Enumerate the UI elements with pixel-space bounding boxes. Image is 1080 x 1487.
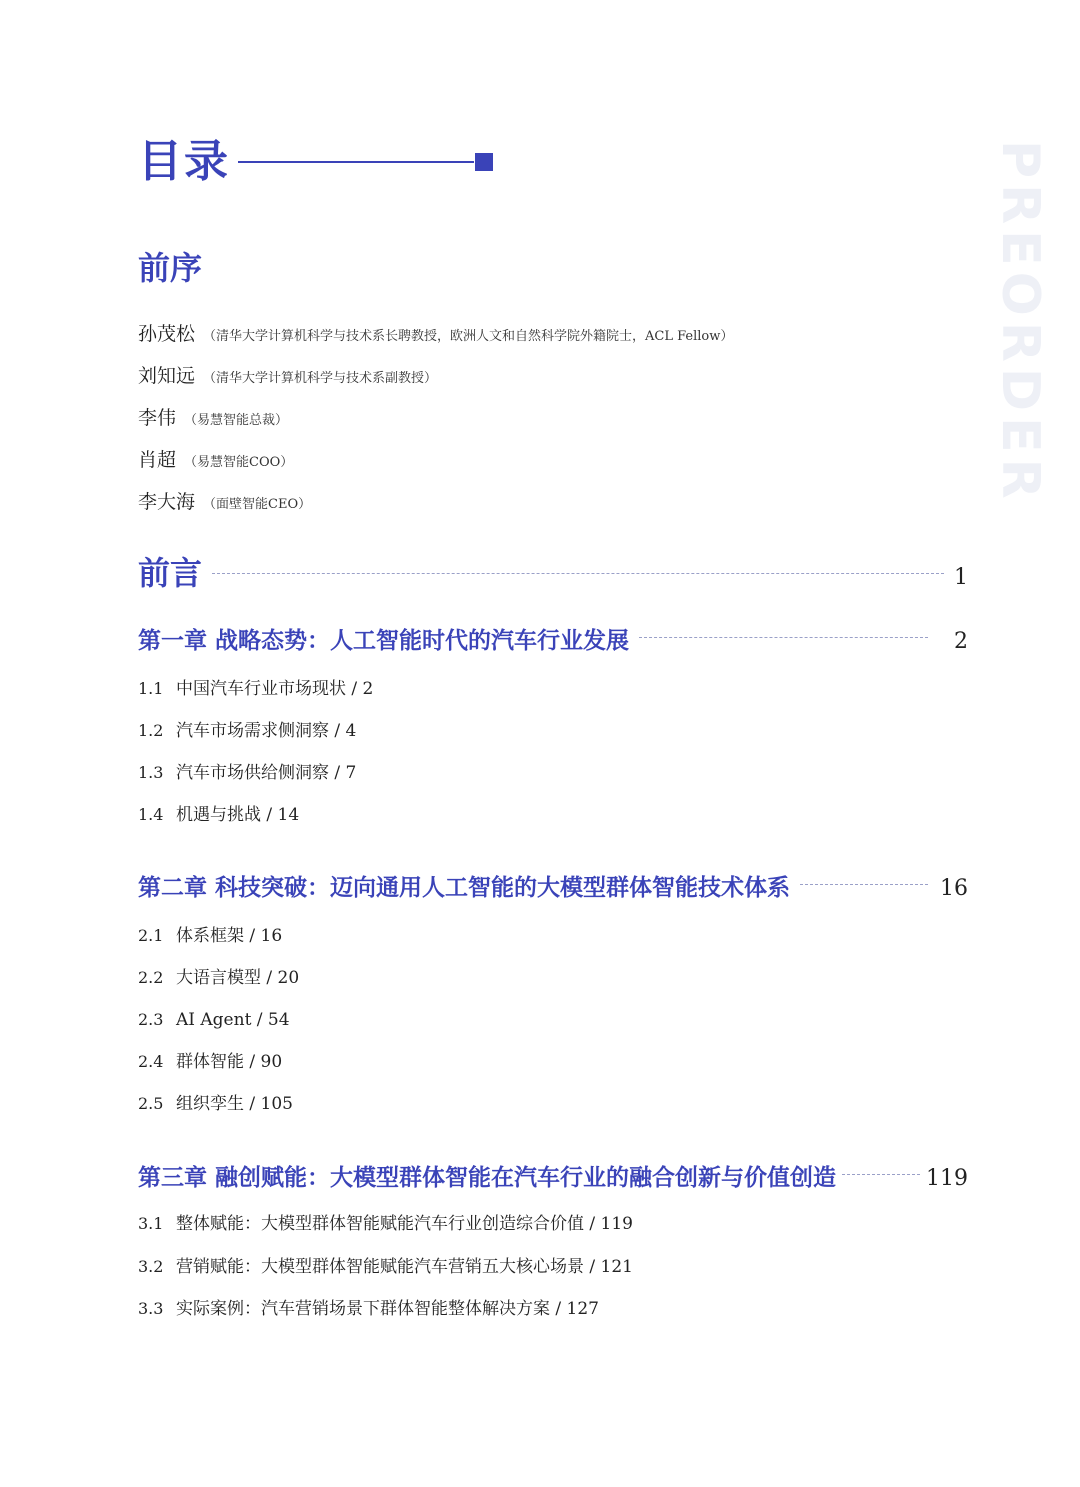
- section-number: 3.1: [138, 1214, 164, 1233]
- chapter-title: 第二章 科技突破：迈向通用人工智能的大模型群体智能技术体系: [138, 874, 791, 901]
- section-number: 2.2: [138, 968, 164, 987]
- toc-section[interactable]: [138, 804, 299, 826]
- section-number: 1.3: [138, 763, 164, 782]
- toc-section[interactable]: [138, 1256, 633, 1278]
- preface-author: [138, 448, 293, 475]
- toc-section[interactable]: [138, 678, 373, 700]
- toc-entry-foreword[interactable]: [138, 553, 968, 593]
- section-number: 2.5: [138, 1094, 164, 1113]
- section-title: 群体智能 / 90: [176, 1052, 283, 1072]
- toc-section[interactable]: [138, 720, 356, 742]
- author-name: 李大海: [138, 491, 196, 513]
- toc-section[interactable]: [138, 925, 282, 947]
- toc-section[interactable]: [138, 967, 299, 989]
- author-name: 李伟: [138, 407, 177, 429]
- section-title: 汽车市场供给侧洞察 / 7: [176, 763, 357, 783]
- toc-entry-chapter-2[interactable]: [138, 873, 968, 904]
- chapter-title: 第三章 融创赋能：大模型群体智能在汽车行业的融合创新与价值创造: [138, 1164, 837, 1191]
- chapter-title: 第一章 战略态势：人工智能时代的汽车行业发展: [138, 627, 630, 654]
- page-title: 目录: [138, 136, 230, 187]
- dotted-leader: [800, 884, 928, 885]
- section-title: 营销赋能：大模型群体智能赋能汽车营销五大核心场景 / 121: [176, 1257, 633, 1277]
- page-number: 2: [954, 629, 968, 654]
- section-title: 大语言模型 / 20: [176, 968, 300, 988]
- dotted-leader: [842, 1174, 920, 1175]
- author-affiliation: （面壁智能CEO）: [203, 497, 312, 512]
- section-title: 中国汽车行业市场现状 / 2: [176, 679, 374, 699]
- author-name: 肖超: [138, 449, 177, 471]
- title-square-marker: [475, 153, 493, 171]
- toc-section[interactable]: [138, 1298, 599, 1320]
- section-title: 组织孪生 / 105: [176, 1094, 293, 1114]
- author-name: 刘知远: [138, 365, 196, 387]
- author-name: 孙茂松: [138, 323, 196, 345]
- author-affiliation: （清华大学计算机科学与技术系副教授）: [203, 371, 438, 386]
- author-affiliation: （清华大学计算机科学与技术系长聘教授，欧洲人文和自然科学院外籍院士，ACL Fellow）: [203, 329, 734, 344]
- preface-author: [138, 364, 437, 391]
- toc-section[interactable]: [138, 1093, 293, 1115]
- section-title: 机遇与挑战 / 14: [176, 805, 300, 825]
- toc-entry-chapter-3[interactable]: [138, 1163, 968, 1194]
- title-rule: [238, 161, 474, 163]
- preface-author: [138, 406, 288, 433]
- page-number: 16: [940, 876, 968, 901]
- section-title: 整体赋能：大模型群体智能赋能汽车行业创造综合价值 / 119: [176, 1214, 633, 1234]
- section-number: 1.2: [138, 721, 164, 740]
- section-title: 体系框架 / 16: [176, 926, 283, 946]
- section-number: 3.3: [138, 1299, 164, 1318]
- toc-section[interactable]: [138, 762, 356, 784]
- preface-heading: 前序: [138, 249, 203, 287]
- section-title: AI Agent / 54: [176, 1010, 290, 1030]
- section-number: 3.2: [138, 1257, 164, 1276]
- preorder-watermark: PREORDER: [990, 140, 1050, 505]
- preface-author: [138, 490, 311, 517]
- toc-section[interactable]: [138, 1213, 633, 1235]
- page-number: 119: [926, 1166, 968, 1191]
- section-number: 2.4: [138, 1052, 164, 1071]
- section-title: 实际案例：汽车营销场景下群体智能整体解决方案 / 127: [176, 1299, 599, 1319]
- foreword-label: 前言: [138, 554, 203, 592]
- author-affiliation: （易慧智能COO）: [184, 455, 294, 470]
- preface-author: [138, 322, 733, 349]
- page-number: 1: [954, 565, 968, 590]
- toc-section[interactable]: [138, 1009, 290, 1031]
- dotted-leader: [639, 637, 928, 638]
- section-title: 汽车市场需求侧洞察 / 4: [176, 721, 357, 741]
- section-number: 2.3: [138, 1010, 164, 1029]
- dotted-leader: [212, 573, 944, 574]
- toc-section[interactable]: [138, 1051, 282, 1073]
- section-number: 1.4: [138, 805, 164, 824]
- toc-entry-chapter-1[interactable]: [138, 626, 968, 657]
- section-number: 1.1: [138, 679, 164, 698]
- author-affiliation: （易慧智能总裁）: [184, 413, 289, 428]
- section-number: 2.1: [138, 926, 164, 945]
